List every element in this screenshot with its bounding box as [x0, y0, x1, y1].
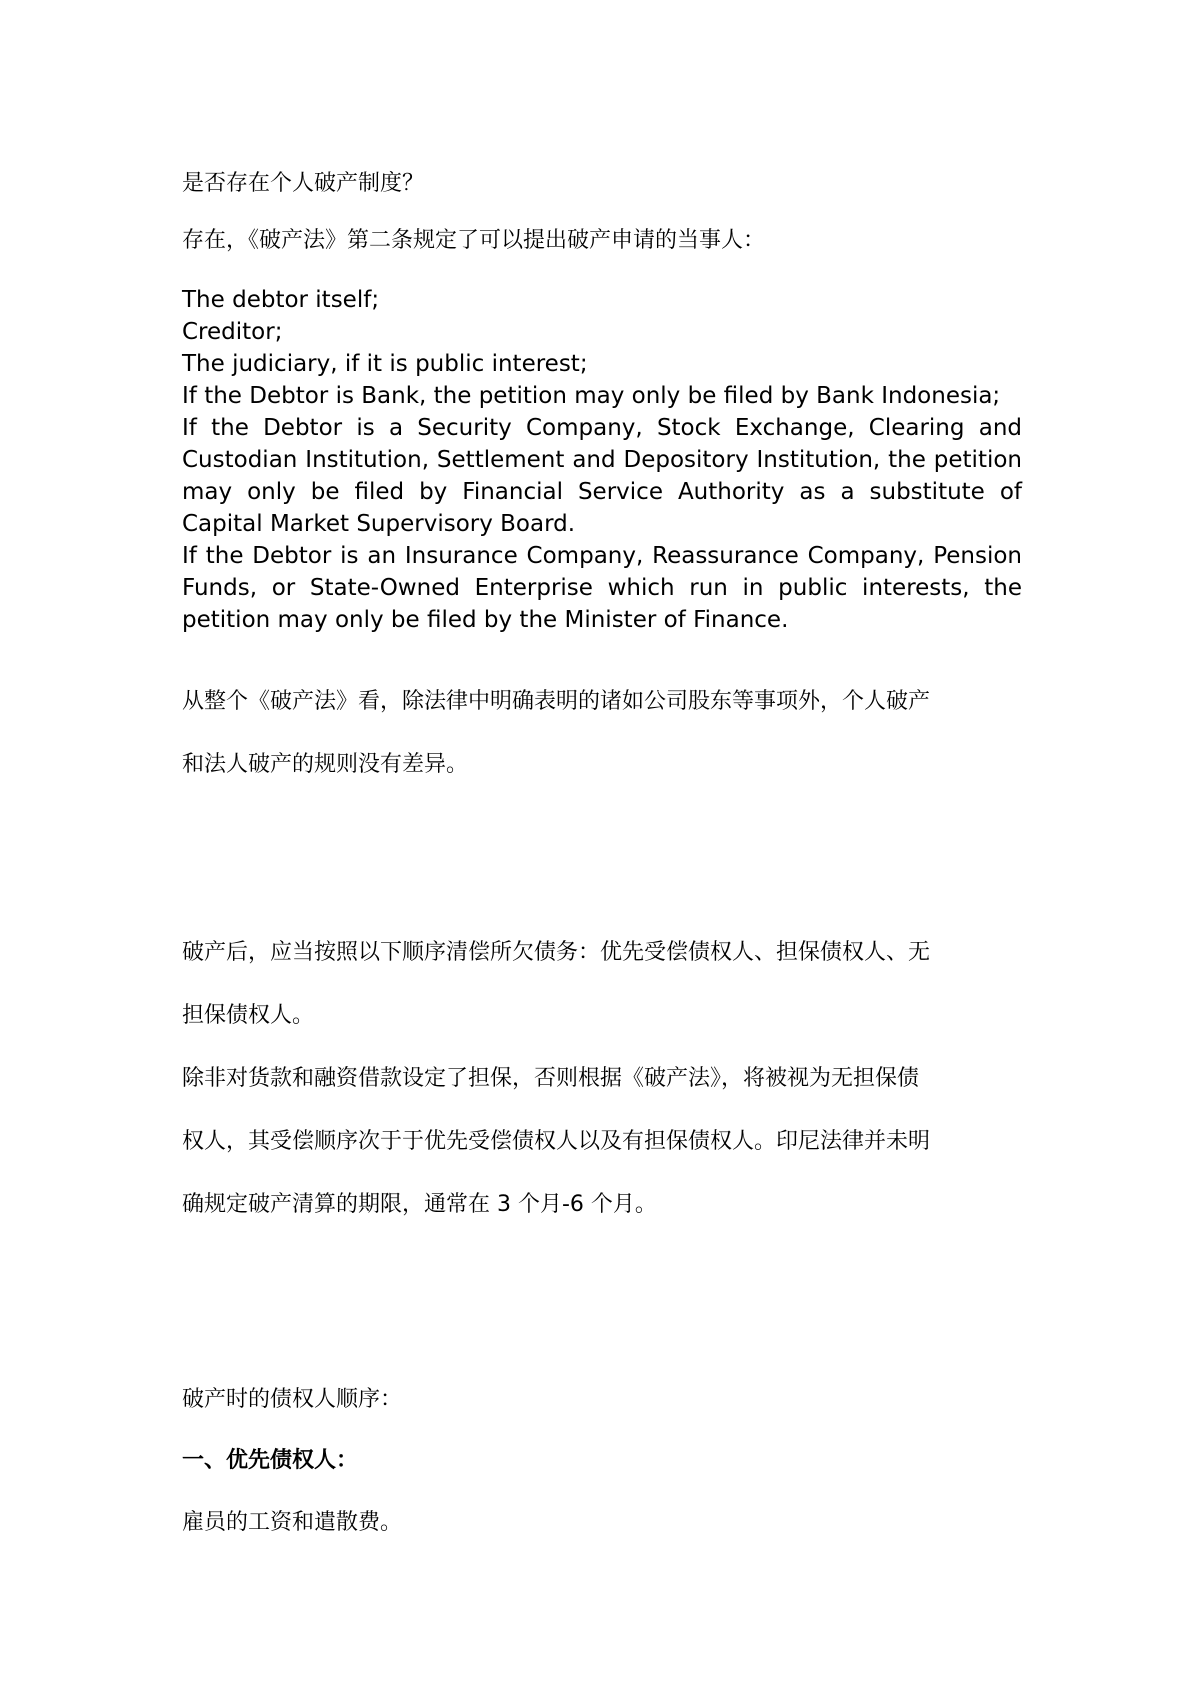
list-item: The judiciary, if it is public interest;: [182, 351, 588, 377]
repayment-order-line: 担保债权人。: [182, 1003, 315, 1028]
priority-creditor-heading: 一、优先债权人：: [182, 1448, 359, 1473]
creditor-order-title: 破产时的债权人顺序：: [182, 1387, 403, 1412]
unsecured-creditor-line: 权人，其受偿顺序次于于优先受偿债权人以及有担保债权人。印尼法律并未明: [182, 1129, 931, 1154]
list-item: Creditor;: [182, 319, 283, 345]
petitioner-list: [182, 284, 1022, 636]
list-item: If the Debtor is a Security Company, Stock Exchange, Clearing and Custodian Institution, Settlement and Depository Institution, the petition may only be filed by Financial Service Authority as a substitute of Capital Market Supervisory Board.: [182, 415, 1022, 537]
list-item: If the Debtor is Bank, the petition may only be filed by Bank Indonesia;: [182, 383, 1001, 409]
list-item: If the Debtor is an Insurance Company, Reassurance Company, Pension Funds, or State-Owned Enterprise which run in public interests, the petition may only be filed by the Minister of Finance.: [182, 543, 1022, 633]
answer-intro: 存在，《破产法》第二条规定了可以提出破产申请的当事人：: [182, 228, 766, 253]
unsecured-creditor-line: 除非对货款和融资借款设定了担保，否则根据《破产法》，将被视为无担保债: [182, 1066, 920, 1091]
unsecured-creditor-line: 确规定破产清算的期限，通常在 3 个月-6 个月。: [182, 1192, 657, 1217]
priority-creditor-item: 雇员的工资和遣散费。: [182, 1510, 403, 1535]
question-heading: 是否存在个人破产制度？: [182, 171, 425, 196]
repayment-order-line: 破产后，应当按照以下顺序清偿所欠债务：优先受偿债权人、担保债权人、无: [182, 940, 931, 965]
conclusion-line: 从整个《破产法》看，除法律中明确表明的诸如公司股东等事项外，个人破产: [182, 689, 931, 714]
conclusion-line: 和法人破产的规则没有差异。: [182, 752, 469, 777]
list-item: The debtor itself;: [182, 287, 380, 313]
